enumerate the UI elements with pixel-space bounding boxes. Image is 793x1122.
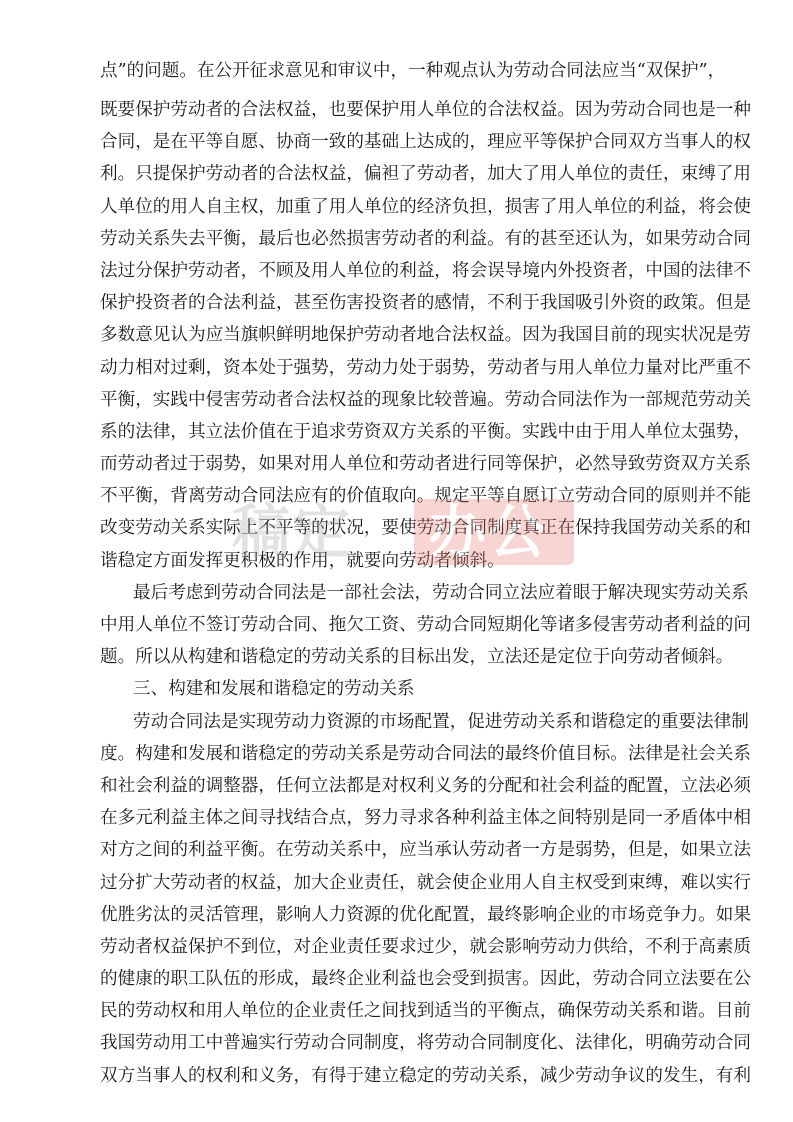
text-line: 优胜劣汰的灵活管理，影响人力资源的优化配置，最终影响企业的市场竞争力。如果 [100, 904, 751, 925]
text-line: 过分扩大劳动者的权益，加大企业责任，就会使企业用人自主权受到束缚，难以实行 [100, 872, 751, 893]
text-line: 多数意见认为应当旗帜鲜明地保护劳动者地合法权益。因为我国目前的现实状况是劳 [100, 325, 751, 346]
text-line: 利。只提保护劳动者的合法权益，偏袒了劳动者，加大了用人单位的责任，束缚了用 [100, 164, 751, 185]
section-heading: 三、构建和发展和谐稳定的劳动关系 [133, 679, 415, 700]
text-line: 谐稳定方面发挥更积极的作用，就要向劳动者倾斜。 [100, 550, 505, 571]
text-line: 和社会利益的调整器，任何立法都是对权利义务的分配和社会利益的配置，立法必须 [100, 775, 751, 796]
text-line: 对方之间的利益平衡。在劳动关系中，应当承认劳动者一方是弱势，但是，如果立法 [100, 840, 751, 861]
text-line: 点”的问题。在公开征求意见和审议中，一种观点认为劳动合同法应当“双保护”， [100, 61, 726, 81]
text-line: 人单位的用人自主权，加重了用人单位的经济负担，损害了用人单位的利益，将会使 [100, 196, 751, 217]
text-line: 改变劳动关系实际上不平等的状况，要使劳动合同制度真正在保持我国劳动关系的和 [100, 518, 751, 539]
watermark-right-text: 办公 [428, 498, 549, 566]
text-line: 保护投资者的合法利益，甚至伤害投资者的感情，不利于我国吸引外资的政策。但是 [100, 293, 751, 314]
text-line: 中用人单位不签订劳动合同、拖欠工资、劳动合同短期化等诸多侵害劳动者利益的问 [100, 615, 751, 635]
text-line: 民的劳动权和用人单位的企业责任之间找到适当的平衡点，确保劳动关系和谐。目前 [100, 1001, 751, 1022]
paragraph-2 [100, 577, 751, 674]
document-page [100, 56, 751, 1092]
text-line: 我国劳动用工中普遍实行劳动合同制度，将劳动合同制度化、法律化，明确劳动合同 [100, 1033, 751, 1054]
text-line: 的健康的职工队伍的形成，最终企业利益也会受到损害。因此，劳动合同立法要在公 [100, 969, 751, 990]
text-line: 动力相对过剩，资本处于强势，劳动力处于弱势，劳动者与用人单位力量对比严重不 [100, 357, 751, 378]
text-line: 既要保护劳动者的合法权益，也要保护用人单位的合法权益。因为劳动合同也是一种 [100, 100, 751, 120]
text-line: 系的法律，其立法价值在于追求劳资双方关系的平衡。实践中由于用人单位太强势， [100, 421, 751, 442]
watermark-left-text: 稿定 [232, 498, 353, 566]
text-line: 不平衡，背离劳动合同法应有的价值取向。规定平等自愿订立劳动合同的原则并不能 [100, 486, 751, 507]
text-line: 合同，是在平等自愿、协商一致的基础上达成的，理应平等保护合同双方当事人的权 [100, 132, 751, 153]
text-line: 度。构建和发展和谐稳定的劳动关系是劳动合同法的最终价值目标。法律是社会关系 [100, 743, 751, 764]
text-line: 法过分保护劳动者，不顾及用人单位的利益，将会误导境内外投资者，中国的法律不 [100, 260, 751, 281]
text-line: 平衡，实践中侵害劳动者合法权益的现象比较普遍。劳动合同法作为一部规范劳动关 [100, 389, 751, 410]
paragraph-3 [100, 706, 751, 1092]
text-line: 劳动合同法是实现劳动力资源的市场配置，促进劳动关系和谐稳定的重要法律制 [133, 711, 749, 732]
text-line: 题。所以从构建和谐稳定的劳动关系的目标出发，立法还是定位于向劳动者倾斜。 [100, 647, 734, 668]
text-line: 在多元利益主体之间寻找结合点，努力寻求各种利益主体之间特别是同一矛盾体中相 [100, 808, 751, 829]
paragraph-1 [100, 56, 751, 577]
text-line: 双方当事人的权利和义务，有得于建立稳定的劳动关系，减少劳动争议的发生，有利 [100, 1065, 751, 1086]
text-line: 劳动者权益保护不到位，对企业责任要求过少，就会影响劳动力供给，不利于高素质 [100, 936, 751, 957]
text-line: 最后考虑到劳动合同法是一部社会法，劳动合同立法应着眼于解决现实劳动关系 [133, 582, 749, 603]
text-line: 而劳动者过于弱势，如果对用人单位和劳动者进行同等保护，必然导致劳资双方关系 [100, 454, 751, 475]
text-line: 劳动关系失去平衡，最后也必然损害劳动者的利益。有的甚至还认为，如果劳动合同 [100, 228, 751, 249]
